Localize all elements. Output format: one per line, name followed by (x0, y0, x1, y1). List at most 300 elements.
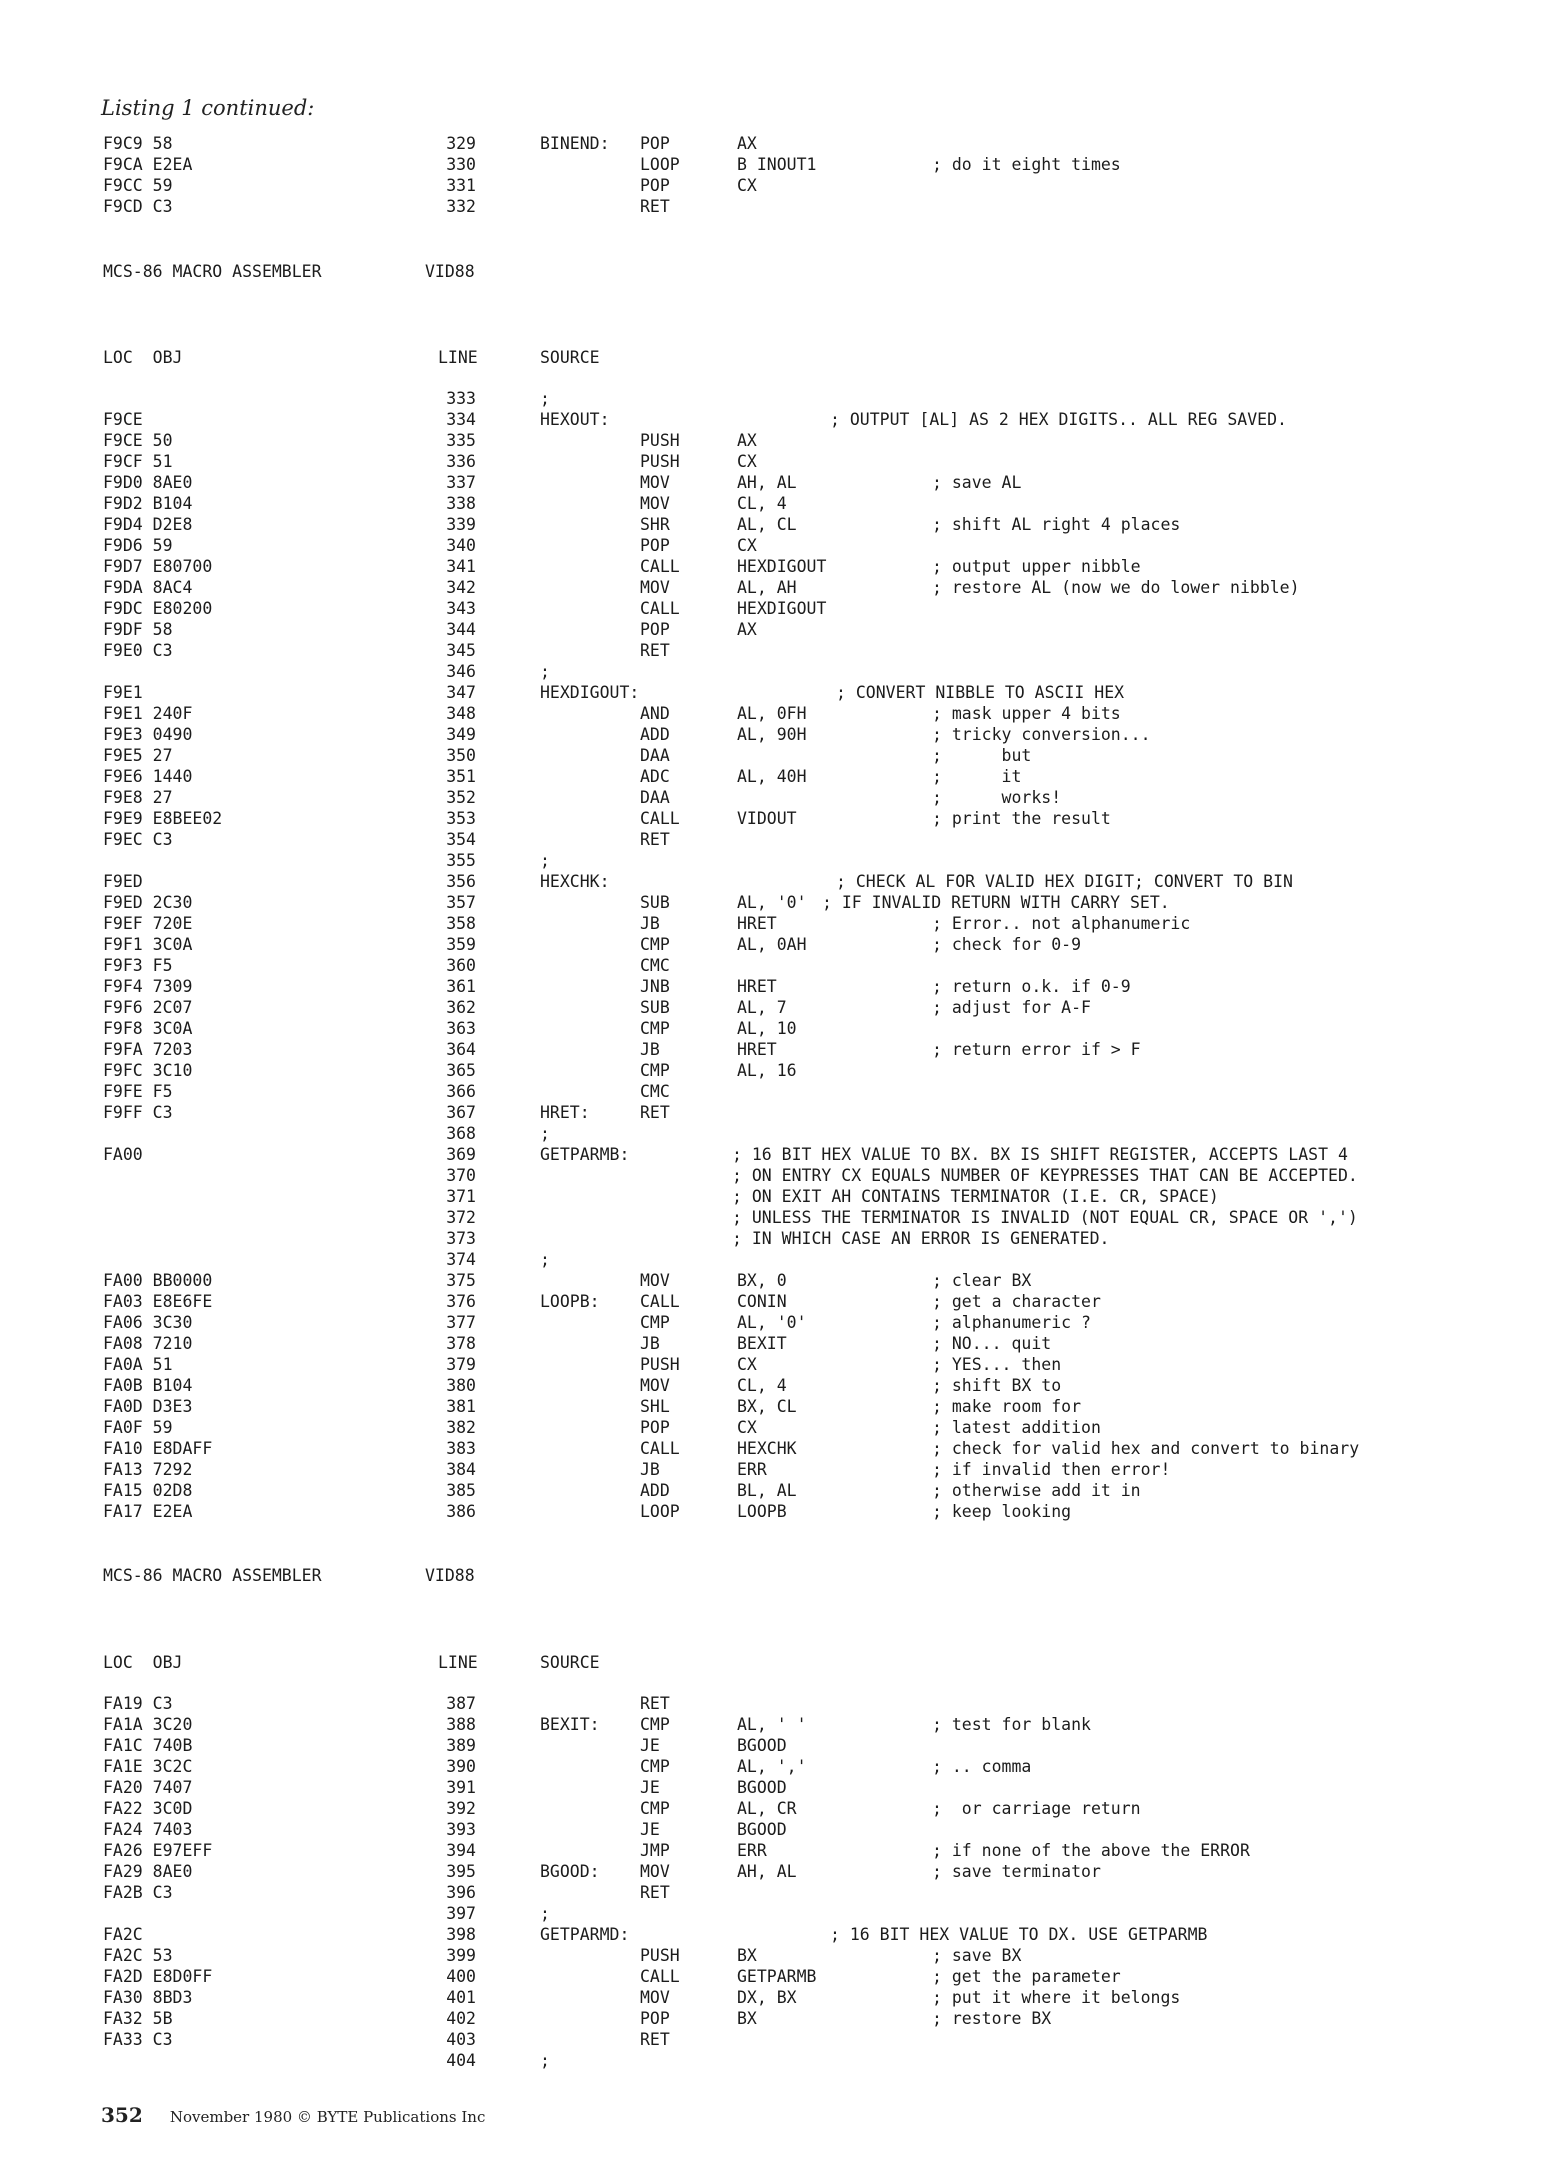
listing-opcode: CALL (640, 557, 680, 576)
listing-opcode: JB (640, 1334, 660, 1353)
listing-line-number: 347 (446, 683, 476, 702)
listing-loc-obj: FA1E 3C2C (103, 1757, 193, 1776)
listing-operand: AL, '0' (737, 1313, 807, 1332)
listing-loc-obj: F9FE F5 (103, 1082, 173, 1101)
listing-opcode: CALL (640, 1439, 680, 1458)
listing-comment: ; save BX (932, 1946, 1022, 1965)
listing-loc-obj: F9DA 8AC4 (103, 578, 193, 597)
listing-opcode: CMP (640, 1715, 670, 1734)
listing-operand: HRET (737, 914, 777, 933)
listing-line-number: 365 (446, 1061, 476, 1080)
listing-operand: AX (737, 431, 757, 450)
listing-operand: HEXDIGOUT (737, 599, 827, 618)
listing-loc-obj: F9ED (103, 872, 143, 891)
listing-label: ; (540, 1124, 550, 1143)
listing-line-number: LINE (438, 348, 478, 367)
listing-opcode: POP (640, 1418, 670, 1437)
listing-comment: ; mask upper 4 bits (932, 704, 1121, 723)
listing-loc-obj: F9DF 58 (103, 620, 173, 639)
listing-loc-obj: F9FF C3 (103, 1103, 173, 1122)
listing-label: ; (540, 851, 550, 870)
listing-loc-obj: FA2D E8D0FF (103, 1967, 213, 1986)
listing-operand: AX (737, 134, 757, 153)
listing-loc-obj: F9FA 7203 (103, 1040, 193, 1059)
listing-opcode: ADD (640, 1481, 670, 1500)
listing-line-number: 339 (446, 515, 476, 534)
listing-loc-obj: MCS-86 MACRO ASSEMBLER (103, 1566, 322, 1585)
listing-comment: ; print the result (932, 809, 1111, 828)
listing-loc-obj: F9ED 2C30 (103, 893, 193, 912)
listing-opcode: RET (640, 1103, 670, 1122)
listing-loc-obj: FA0A 51 (103, 1355, 173, 1374)
listing-caption: Listing 1 continued: (101, 96, 315, 120)
listing-line-number: VID88 (425, 262, 475, 281)
listing-line-number: 340 (446, 536, 476, 555)
listing-line-number: 352 (446, 788, 476, 807)
listing-comment: ; check for valid hex and convert to binary (932, 1439, 1360, 1458)
listing-label: HEXCHK: (540, 872, 610, 891)
listing-loc-obj: F9F3 F5 (103, 956, 173, 975)
listing-line-number: 334 (446, 410, 476, 429)
listing-opcode: PUSH (640, 452, 680, 471)
listing-opcode: DAA (640, 788, 670, 807)
listing-comment: ; otherwise add it in (932, 1481, 1141, 1500)
listing-comment: ; output upper nibble (932, 557, 1141, 576)
listing-comment: ; but (932, 746, 1032, 765)
listing-opcode: RET (640, 641, 670, 660)
page-footer (101, 2103, 485, 2127)
listing-operand: BEXIT (737, 1334, 787, 1353)
listing-opcode: CALL (640, 1967, 680, 1986)
listing-opcode: CMP (640, 1061, 670, 1080)
listing-label: LOOPB: (540, 1292, 600, 1311)
listing-label: GETPARMB: (540, 1145, 630, 1164)
listing-loc-obj: FA13 7292 (103, 1460, 193, 1479)
listing-operand: HEXCHK (737, 1439, 797, 1458)
listing-loc-obj: F9F1 3C0A (103, 935, 193, 954)
listing-label: HEXDIGOUT: (540, 683, 640, 702)
listing-operand: AL, 7 (737, 998, 787, 1017)
listing-label: GETPARMD: (540, 1925, 630, 1944)
listing-line-number: 354 (446, 830, 476, 849)
listing-label: BINEND: (540, 134, 610, 153)
listing-loc-obj: F9E8 27 (103, 788, 173, 807)
listing-loc-obj: F9FC 3C10 (103, 1061, 193, 1080)
listing-line-number: 341 (446, 557, 476, 576)
listing-operand: CL, 4 (737, 1376, 787, 1395)
listing-line-number: 389 (446, 1736, 476, 1755)
listing-loc-obj: FA08 7210 (103, 1334, 193, 1353)
listing-comment: ; adjust for A-F (932, 998, 1091, 1017)
listing-operand: AL, AH (737, 578, 797, 597)
listing-opcode: RET (640, 1694, 670, 1713)
listing-line-number: 337 (446, 473, 476, 492)
listing-line-number: 363 (446, 1019, 476, 1038)
listing-opcode: MOV (640, 1862, 670, 1881)
listing-line-number: 360 (446, 956, 476, 975)
listing-comment: ; get a character (932, 1292, 1101, 1311)
listing-opcode: POP (640, 2009, 670, 2028)
listing-line-number: 370 (446, 1166, 476, 1185)
listing-line-number: 396 (446, 1883, 476, 1902)
listing-operand: BL, AL (737, 1481, 797, 1500)
listing-comment: ; ON EXIT AH CONTAINS TERMINATOR (I.E. CR, SPACE) (732, 1187, 1219, 1206)
listing-loc-obj: LOC OBJ (103, 1653, 183, 1672)
listing-loc-obj: F9F8 3C0A (103, 1019, 193, 1038)
listing-loc-obj: F9F6 2C07 (103, 998, 193, 1017)
listing-operand: CX (737, 1355, 757, 1374)
listing-loc-obj: FA33 C3 (103, 2030, 173, 2049)
listing-loc-obj: F9CD C3 (103, 197, 173, 216)
listing-line-number: 357 (446, 893, 476, 912)
listing-comment: ; works! (932, 788, 1062, 807)
listing-operand: BGOOD (737, 1778, 787, 1797)
listing-line-number: 345 (446, 641, 476, 660)
listing-operand: BGOOD (737, 1820, 787, 1839)
listing-opcode: SHL (640, 1397, 670, 1416)
listing-opcode: MOV (640, 494, 670, 513)
listing-operand: AL, '0' (737, 893, 807, 912)
listing-loc-obj: FA2C (103, 1925, 143, 1944)
listing-loc-obj: LOC OBJ (103, 348, 183, 367)
listing-line-number: 381 (446, 1397, 476, 1416)
listing-line-number: 342 (446, 578, 476, 597)
listing-opcode: JB (640, 1040, 660, 1059)
listing-loc-obj: FA06 3C30 (103, 1313, 193, 1332)
listing-operand: GETPARMB (737, 1967, 817, 1986)
listing-line-number: 366 (446, 1082, 476, 1101)
listing-opcode: CMC (640, 956, 670, 975)
listing-comment: ; latest addition (932, 1418, 1101, 1437)
listing-opcode: RET (640, 197, 670, 216)
listing-line-number: 348 (446, 704, 476, 723)
listing-opcode: JB (640, 914, 660, 933)
listing-line-number: 382 (446, 1418, 476, 1437)
listing-line-number: 392 (446, 1799, 476, 1818)
listing-loc-obj: MCS-86 MACRO ASSEMBLER (103, 262, 322, 281)
listing-comment: ; test for blank (932, 1715, 1091, 1734)
listing-opcode: SHR (640, 515, 670, 534)
listing-comment: ; IN WHICH CASE AN ERROR IS GENERATED. (732, 1229, 1110, 1248)
listing-operand: CX (737, 452, 757, 471)
listing-opcode: POP (640, 536, 670, 555)
listing-comment: ; alphanumeric ? (932, 1313, 1091, 1332)
listing-comment: ; put it where it belongs (932, 1988, 1181, 2007)
listing-opcode: RET (640, 2030, 670, 2049)
listing-loc-obj: FA32 5B (103, 2009, 173, 2028)
listing-loc-obj: F9F4 7309 (103, 977, 193, 996)
listing-line-number: 369 (446, 1145, 476, 1164)
listing-operand: VIDOUT (737, 809, 797, 828)
listing-line-number: 346 (446, 662, 476, 681)
listing-opcode: MOV (640, 473, 670, 492)
footer-credit: November 1980 © BYTE Publications Inc (169, 2108, 486, 2126)
listing-line-number: 355 (446, 851, 476, 870)
listing-loc-obj: FA00 (103, 1145, 143, 1164)
listing-line-number: 343 (446, 599, 476, 618)
listing-comment: ; return o.k. if 0-9 (932, 977, 1131, 996)
listing-comment: ; .. comma (932, 1757, 1032, 1776)
listing-operand: AL, 0AH (737, 935, 807, 954)
listing-comment: ; OUTPUT [AL] AS 2 HEX DIGITS.. ALL REG SAVED. (830, 410, 1287, 429)
listing-line-number: 391 (446, 1778, 476, 1797)
listing-line-number: LINE (438, 1653, 478, 1672)
listing-comment: ; CHECK AL FOR VALID HEX DIGIT; CONVERT TO BIN (836, 872, 1293, 891)
listing-line-number: 329 (446, 134, 476, 153)
listing-opcode: CMP (640, 1757, 670, 1776)
listing-loc-obj: F9E0 C3 (103, 641, 173, 660)
listing-operand: LOOPB (737, 1502, 787, 1521)
listing-line-number: 361 (446, 977, 476, 996)
listing-comment: ; shift AL right 4 places (932, 515, 1181, 534)
listing-comment: ; or carriage return (932, 1799, 1141, 1818)
listing-line-number: 383 (446, 1439, 476, 1458)
listing-opcode: ADD (640, 725, 670, 744)
listing-line-number: 404 (446, 2051, 476, 2070)
listing-line-number: 378 (446, 1334, 476, 1353)
listing-opcode: PUSH (640, 1355, 680, 1374)
listing-line-number: 373 (446, 1229, 476, 1248)
listing-loc-obj: FA22 3C0D (103, 1799, 193, 1818)
listing-comment: ; ON ENTRY CX EQUALS NUMBER OF KEYPRESSES THAT CAN BE ACCEPTED. (732, 1166, 1358, 1185)
listing-line-number: 386 (446, 1502, 476, 1521)
listing-line-number: 371 (446, 1187, 476, 1206)
listing-opcode: SUB (640, 998, 670, 1017)
listing-opcode: JB (640, 1460, 660, 1479)
listing-loc-obj: F9DC E80200 (103, 599, 213, 618)
listing-opcode: PUSH (640, 1946, 680, 1965)
listing-operand: BX (737, 1946, 757, 1965)
listing-operand: AL, CR (737, 1799, 797, 1818)
listing-comment: ; UNLESS THE TERMINATOR IS INVALID (NOT EQUAL CR, SPACE OR ',') (732, 1208, 1358, 1227)
listing-opcode: MOV (640, 1988, 670, 2007)
listing-opcode: ADC (640, 767, 670, 786)
listing-operand: ERR (737, 1460, 767, 1479)
listing-line-number: 367 (446, 1103, 476, 1122)
listing-loc-obj: FA0B B104 (103, 1376, 193, 1395)
listing-loc-obj: F9CE 50 (103, 431, 173, 450)
listing-comment: ; check for 0-9 (932, 935, 1082, 954)
listing-loc-obj: FA19 C3 (103, 1694, 173, 1713)
listing-loc-obj: FA20 7407 (103, 1778, 193, 1797)
listing-loc-obj: FA00 BB0000 (103, 1271, 213, 1290)
listing-line-number: 403 (446, 2030, 476, 2049)
listing-opcode: AND (640, 704, 670, 723)
listing-line-number: 400 (446, 1967, 476, 1986)
listing-opcode: JE (640, 1778, 660, 1797)
listing-operand: CX (737, 1418, 757, 1437)
listing-loc-obj: F9D6 59 (103, 536, 173, 555)
listing-opcode: JE (640, 1736, 660, 1755)
listing-opcode: LOOP (640, 155, 680, 174)
listing-line-number: 390 (446, 1757, 476, 1776)
listing-operand: HRET (737, 977, 777, 996)
listing-loc-obj: F9EF 720E (103, 914, 193, 933)
listing-comment: ; get the parameter (932, 1967, 1121, 1986)
listing-line-number: 401 (446, 1988, 476, 2007)
listing-line-number: 385 (446, 1481, 476, 1500)
listing-line-number: 359 (446, 935, 476, 954)
listing-loc-obj: FA03 E8E6FE (103, 1292, 213, 1311)
listing-line-number: 394 (446, 1841, 476, 1860)
listing-line-number: 399 (446, 1946, 476, 1965)
listing-loc-obj: F9D0 8AE0 (103, 473, 193, 492)
listing-line-number: 364 (446, 1040, 476, 1059)
listing-operand: HRET (737, 1040, 777, 1059)
listing-comment: ; if none of the above the ERROR (932, 1841, 1250, 1860)
listing-operand: AX (737, 620, 757, 639)
listing-loc-obj: F9D7 E80700 (103, 557, 213, 576)
listing-operand: AL, ' ' (737, 1715, 807, 1734)
listing-label: ; (540, 662, 550, 681)
listing-line-number: 349 (446, 725, 476, 744)
listing-loc-obj: F9EC C3 (103, 830, 173, 849)
listing-loc-obj: F9CE (103, 410, 143, 429)
listing-line-number: 380 (446, 1376, 476, 1395)
listing-loc-obj: F9E9 E8BEE02 (103, 809, 223, 828)
listing-line-number: 356 (446, 872, 476, 891)
listing-comment: ; Error.. not alphanumeric (932, 914, 1191, 933)
listing-loc-obj: FA29 8AE0 (103, 1862, 193, 1881)
listing-operand: CONIN (737, 1292, 787, 1311)
listing-opcode: MOV (640, 1376, 670, 1395)
listing-line-number: 374 (446, 1250, 476, 1269)
listing-line-number: 362 (446, 998, 476, 1017)
page-number: 352 (101, 2103, 143, 2127)
listing-operand: CX (737, 536, 757, 555)
listing-label: SOURCE (540, 1653, 600, 1672)
listing-opcode: CMP (640, 1799, 670, 1818)
listing-line-number: 331 (446, 176, 476, 195)
listing-label: ; (540, 1250, 550, 1269)
listing-line-number: 376 (446, 1292, 476, 1311)
listing-operand: AL, ',' (737, 1757, 807, 1776)
listing-comment: ; return error if > F (932, 1040, 1141, 1059)
listing-line-number: 387 (446, 1694, 476, 1713)
listing-opcode: JE (640, 1820, 660, 1839)
listing-label: HRET: (540, 1103, 590, 1122)
listing-opcode: RET (640, 830, 670, 849)
listing-operand: CL, 4 (737, 494, 787, 513)
listing-comment: ; YES... then (932, 1355, 1062, 1374)
listing-comment: ; restore BX (932, 2009, 1052, 2028)
listing-loc-obj: F9CF 51 (103, 452, 173, 471)
listing-loc-obj: F9CC 59 (103, 176, 173, 195)
listing-loc-obj: F9D4 D2E8 (103, 515, 193, 534)
listing-line-number: 344 (446, 620, 476, 639)
listing-operand: AH, AL (737, 1862, 797, 1881)
listing-operand: ERR (737, 1841, 767, 1860)
listing-loc-obj: F9E5 27 (103, 746, 173, 765)
listing-opcode: SUB (640, 893, 670, 912)
listing-loc-obj: FA1C 740B (103, 1736, 193, 1755)
listing-operand: BX, 0 (737, 1271, 787, 1290)
listing-opcode: CALL (640, 809, 680, 828)
listing-operand: AL, 90H (737, 725, 807, 744)
listing-opcode: CMP (640, 1313, 670, 1332)
listing-operand: HEXDIGOUT (737, 557, 827, 576)
listing-loc-obj: F9E1 240F (103, 704, 193, 723)
listing-line-number: 333 (446, 389, 476, 408)
listing-comment: ; shift BX to (932, 1376, 1062, 1395)
listing-line-number: 398 (446, 1925, 476, 1944)
listing-loc-obj: F9CA E2EA (103, 155, 193, 174)
listing-opcode: JMP (640, 1841, 670, 1860)
listing-loc-obj: FA0D D3E3 (103, 1397, 193, 1416)
listing-comment: ; make room for (932, 1397, 1082, 1416)
listing-opcode: MOV (640, 1271, 670, 1290)
listing-loc-obj: FA2C 53 (103, 1946, 173, 1965)
listing-loc-obj: FA1A 3C20 (103, 1715, 193, 1734)
listing-operand: CX (737, 176, 757, 195)
listing-opcode: CMP (640, 935, 670, 954)
listing-loc-obj: FA10 E8DAFF (103, 1439, 213, 1458)
listing-line-number: 379 (446, 1355, 476, 1374)
listing-operand: AL, 40H (737, 767, 807, 786)
listing-line-number: 335 (446, 431, 476, 450)
listing-line-number: VID88 (425, 1566, 475, 1585)
listing-loc-obj: F9E1 (103, 683, 143, 702)
listing-loc-obj: F9C9 58 (103, 134, 173, 153)
listing-loc-obj: FA17 E2EA (103, 1502, 193, 1521)
listing-opcode: POP (640, 620, 670, 639)
listing-label: ; (540, 389, 550, 408)
listing-opcode: CMP (640, 1019, 670, 1038)
listing-comment: ; restore AL (now we do lower nibble) (932, 578, 1300, 597)
listing-line-number: 397 (446, 1904, 476, 1923)
listing-opcode: CALL (640, 1292, 680, 1311)
listing-label: ; (540, 2051, 550, 2070)
listing-opcode: DAA (640, 746, 670, 765)
listing-comment: ; if invalid then error! (932, 1460, 1171, 1479)
listing-line-number: 332 (446, 197, 476, 216)
listing-operand: BX, CL (737, 1397, 797, 1416)
listing-loc-obj: FA2B C3 (103, 1883, 173, 1902)
listing-operand: AL, 10 (737, 1019, 797, 1038)
listing-comment: ; it (932, 767, 1022, 786)
listing-line-number: 350 (446, 746, 476, 765)
listing-opcode: JNB (640, 977, 670, 996)
listing-line-number: 330 (446, 155, 476, 174)
listing-comment: ; CONVERT NIBBLE TO ASCII HEX (836, 683, 1125, 702)
listing-operand: BX (737, 2009, 757, 2028)
listing-line-number: 375 (446, 1271, 476, 1290)
listing-line-number: 368 (446, 1124, 476, 1143)
listing-operand: AL, CL (737, 515, 797, 534)
listing-line-number: 353 (446, 809, 476, 828)
listing-loc-obj: FA26 E97EFF (103, 1841, 213, 1860)
listing-loc-obj: FA0F 59 (103, 1418, 173, 1437)
listing-comment: ; save AL (932, 473, 1022, 492)
listing-line-number: 384 (446, 1460, 476, 1479)
listing-label: ; (540, 1904, 550, 1923)
listing-line-number: 358 (446, 914, 476, 933)
listing-label: BEXIT: (540, 1715, 600, 1734)
listing-loc-obj: FA15 02D8 (103, 1481, 193, 1500)
listing-operand: B INOUT1 (737, 155, 817, 174)
listing-opcode: MOV (640, 578, 670, 597)
listing-opcode: CMC (640, 1082, 670, 1101)
listing-operand: AL, 16 (737, 1061, 797, 1080)
listing-comment: ; keep looking (932, 1502, 1072, 1521)
listing-line-number: 372 (446, 1208, 476, 1227)
listing-loc-obj: F9E6 1440 (103, 767, 193, 786)
listing-comment: ; do it eight times (932, 155, 1121, 174)
listing-line-number: 351 (446, 767, 476, 786)
listing-operand: AH, AL (737, 473, 797, 492)
listing-comment: ; IF INVALID RETURN WITH CARRY SET. (822, 893, 1170, 912)
listing-comment: ; 16 BIT HEX VALUE TO BX. BX IS SHIFT REGISTER, ACCEPTS LAST 4 (732, 1145, 1348, 1164)
